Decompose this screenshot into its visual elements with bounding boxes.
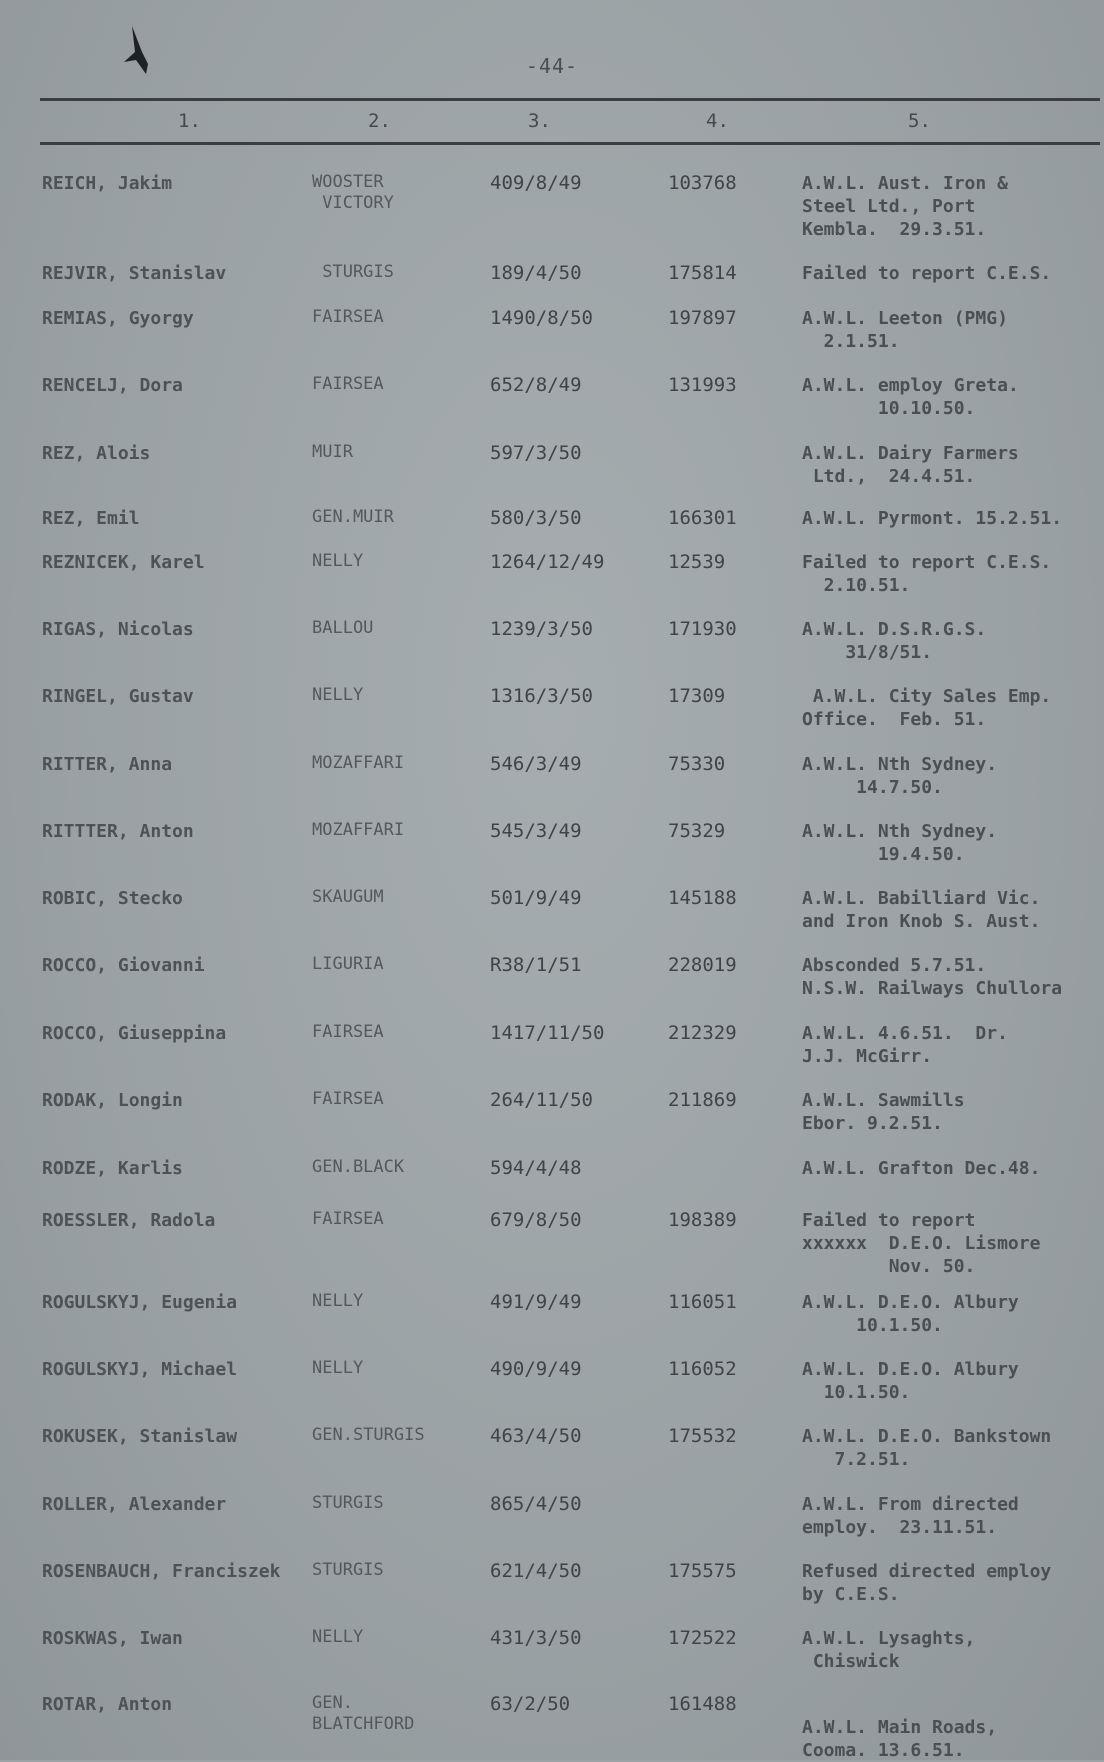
record-reference: 463/4/50 bbox=[490, 1425, 582, 1447]
record-name: RIGAS, Nicolas bbox=[42, 619, 194, 640]
record-ship: BALLOU bbox=[312, 618, 374, 638]
record-name: REJVIR, Stanislav bbox=[42, 263, 227, 284]
column-header-5: 5. bbox=[908, 110, 931, 132]
record-ship: SKAUGUM bbox=[312, 887, 384, 907]
record-number: 12539 bbox=[668, 551, 726, 573]
record-remark: Failed to report C.E.S. bbox=[802, 263, 1052, 284]
record-ship: LIGURIA bbox=[312, 954, 384, 974]
record-ship: GEN.MUIR bbox=[312, 507, 394, 527]
record-remark: A.W.L. Babilliard Vic. and Iron Knob S. Aust. bbox=[802, 888, 1041, 932]
table-row bbox=[0, 954, 1104, 1018]
record-ship: FAIRSEA bbox=[312, 1209, 384, 1229]
record-name: REMIAS, Gyorgy bbox=[42, 308, 194, 329]
record-ship: MOZAFFARI bbox=[312, 820, 405, 840]
record-reference: 652/8/49 bbox=[490, 374, 582, 396]
record-ship: NELLY bbox=[312, 1627, 364, 1647]
record-number: 75329 bbox=[668, 820, 726, 842]
record-number: 131993 bbox=[668, 374, 737, 396]
record-reference: 1417/11/50 bbox=[490, 1022, 605, 1044]
record-ship: MUIR bbox=[312, 442, 353, 462]
record-ship: NELLY bbox=[312, 685, 364, 705]
record-number: 145188 bbox=[668, 887, 737, 909]
record-number: 161488 bbox=[668, 1693, 737, 1715]
record-name: RENCELJ, Dora bbox=[42, 375, 183, 396]
record-remark: A.W.L. City Sales Emp. Office. Feb. 51. bbox=[802, 686, 1052, 730]
record-reference: 264/11/50 bbox=[490, 1089, 593, 1111]
table-row bbox=[0, 1358, 1104, 1422]
record-ship: WOOSTER VICTORY bbox=[312, 172, 394, 213]
table-row bbox=[0, 1291, 1104, 1355]
record-remark: Absconded 5.7.51. N.S.W. Railways Chullora bbox=[802, 955, 1063, 999]
record-number: 116051 bbox=[668, 1291, 737, 1313]
record-number: 103768 bbox=[668, 172, 737, 194]
record-name: REICH, Jakim bbox=[42, 173, 173, 194]
record-ship: STURGIS bbox=[312, 1493, 384, 1513]
record-remark: A.W.L. D.S.R.G.S. 31/8/51. bbox=[802, 619, 987, 663]
record-name: REZ, Alois bbox=[42, 443, 151, 464]
table-row bbox=[0, 1493, 1104, 1557]
record-ship: NELLY bbox=[312, 551, 364, 571]
record-name: RITTTER, Anton bbox=[42, 821, 194, 842]
record-remark: A.W.L. From directed employ. 23.11.51. bbox=[802, 1494, 1019, 1538]
table-row bbox=[0, 374, 1104, 438]
record-name: ROTAR, Anton bbox=[42, 1694, 173, 1715]
record-number: 211869 bbox=[668, 1089, 737, 1111]
record-name: ROKUSEK, Stanislaw bbox=[42, 1426, 238, 1447]
table-row bbox=[0, 1693, 1104, 1761]
record-reference: 189/4/50 bbox=[490, 262, 582, 284]
record-name: REZNICEK, Karel bbox=[42, 552, 205, 573]
record-ship: GEN.BLACK bbox=[312, 1157, 405, 1177]
record-ship: NELLY bbox=[312, 1291, 364, 1311]
record-number: 17309 bbox=[668, 685, 726, 707]
record-remark: A.W.L. Nth Sydney. 19.4.50. bbox=[802, 821, 998, 865]
record-ship: GEN.STURGIS bbox=[312, 1425, 425, 1445]
record-reference: 597/3/50 bbox=[490, 442, 582, 464]
record-reference: 409/8/49 bbox=[490, 172, 582, 194]
record-ship: GEN. BLATCHFORD bbox=[312, 1693, 415, 1734]
record-reference: 545/3/49 bbox=[490, 820, 582, 842]
table-row bbox=[0, 1089, 1104, 1153]
record-number: 198389 bbox=[668, 1209, 737, 1231]
table-row bbox=[0, 887, 1104, 951]
record-reference: 1264/12/49 bbox=[490, 551, 605, 573]
table-row bbox=[0, 820, 1104, 884]
record-ship: NELLY bbox=[312, 1358, 364, 1378]
record-remark: A.W.L. Pyrmont. 15.2.51. bbox=[802, 508, 1063, 529]
record-name: ROESSLER, Radola bbox=[42, 1210, 216, 1231]
record-remark: Refused directed employ by C.E.S. bbox=[802, 1561, 1052, 1605]
record-number: 75330 bbox=[668, 753, 726, 775]
record-reference: 63/2/50 bbox=[490, 1693, 571, 1715]
record-number: 175814 bbox=[668, 262, 737, 284]
record-ship: FAIRSEA bbox=[312, 1089, 384, 1109]
column-header-3: 3. bbox=[528, 110, 551, 132]
record-name: ROGULSKYJ, Michael bbox=[42, 1359, 238, 1380]
record-reference: 490/9/49 bbox=[490, 1358, 582, 1380]
record-number: 166301 bbox=[668, 507, 737, 529]
record-ship: FAIRSEA bbox=[312, 374, 384, 394]
table-row bbox=[0, 1560, 1104, 1624]
record-ship: MOZAFFARI bbox=[312, 753, 405, 773]
record-number: 171930 bbox=[668, 618, 737, 640]
record-number: 212329 bbox=[668, 1022, 737, 1044]
record-remark: A.W.L. Sawmills Ebor. 9.2.51. bbox=[802, 1090, 965, 1134]
record-reference: 594/4/48 bbox=[490, 1157, 582, 1179]
record-reference: 865/4/50 bbox=[490, 1493, 582, 1515]
record-name: ROSKWAS, Iwan bbox=[42, 1628, 183, 1649]
record-number: 116052 bbox=[668, 1358, 737, 1380]
record-number: 197897 bbox=[668, 307, 737, 329]
record-name: ROCCO, Giuseppina bbox=[42, 1023, 227, 1044]
table-row bbox=[0, 1627, 1104, 1691]
record-reference: 679/8/50 bbox=[490, 1209, 582, 1231]
record-remark: Failed to report C.E.S. 2.10.51. bbox=[802, 552, 1052, 596]
record-name: ROLLER, Alexander bbox=[42, 1494, 227, 1515]
record-ship: STURGIS bbox=[312, 262, 394, 282]
record-reference: 491/9/49 bbox=[490, 1291, 582, 1313]
record-number: 175532 bbox=[668, 1425, 737, 1447]
record-remark: A.W.L. 4.6.51. Dr. J.J. McGirr. bbox=[802, 1023, 1008, 1067]
record-number: 175575 bbox=[668, 1560, 737, 1582]
record-reference: 1316/3/50 bbox=[490, 685, 593, 707]
record-remark: A.W.L. D.E.O. Albury 10.1.50. bbox=[802, 1292, 1019, 1336]
record-reference: 621/4/50 bbox=[490, 1560, 582, 1582]
record-reference: 501/9/49 bbox=[490, 887, 582, 909]
record-number: 228019 bbox=[668, 954, 737, 976]
record-remark: Failed to report xxxxxx D.E.O. Lismore Nov. 50. bbox=[802, 1210, 1041, 1277]
record-remark: A.W.L. Leeton (PMG) 2.1.51. bbox=[802, 308, 1008, 352]
record-reference: 580/3/50 bbox=[490, 507, 582, 529]
record-name: ROGULSKYJ, Eugenia bbox=[42, 1292, 238, 1313]
record-reference: 1490/8/50 bbox=[490, 307, 593, 329]
page-number: -44- bbox=[525, 54, 579, 78]
table-row bbox=[0, 685, 1104, 749]
record-reference: 431/3/50 bbox=[490, 1627, 582, 1649]
record-ship: FAIRSEA bbox=[312, 1022, 384, 1042]
record-remark: A.W.L. D.E.O. Bankstown 7.2.51. bbox=[802, 1426, 1052, 1470]
record-number: 172522 bbox=[668, 1627, 737, 1649]
table-row bbox=[0, 1022, 1104, 1086]
record-reference: R38/1/51 bbox=[490, 954, 582, 976]
record-remark: A.W.L. D.E.O. Albury 10.1.50. bbox=[802, 1359, 1019, 1403]
table-row bbox=[0, 1209, 1104, 1277]
column-header-1: 1. bbox=[178, 110, 201, 132]
record-remark: A.W.L. Nth Sydney. 14.7.50. bbox=[802, 754, 998, 798]
table-row bbox=[0, 307, 1104, 371]
record-reference: 1239/3/50 bbox=[490, 618, 593, 640]
table-row bbox=[0, 1425, 1104, 1489]
record-ship: STURGIS bbox=[312, 1560, 384, 1580]
column-header-2: 2. bbox=[368, 110, 391, 132]
record-name: RITTER, Anna bbox=[42, 754, 173, 775]
record-remark: A.W.L. Dairy Farmers Ltd., 24.4.51. bbox=[802, 443, 1019, 487]
record-name: RODZE, Karlis bbox=[42, 1158, 183, 1179]
record-remark: A.W.L. Grafton Dec.48. bbox=[802, 1158, 1041, 1179]
record-remark: A.W.L. Lysaghts, Chiswick bbox=[802, 1628, 976, 1672]
table-row bbox=[0, 618, 1104, 682]
record-remark: A.W.L. employ Greta. 10.10.50. bbox=[802, 375, 1019, 419]
record-ship: FAIRSEA bbox=[312, 307, 384, 327]
table-row bbox=[0, 551, 1104, 615]
record-name: ROSENBAUCH, Franciszek bbox=[42, 1561, 281, 1582]
record-name: RINGEL, Gustav bbox=[42, 686, 194, 707]
column-header-4: 4. bbox=[706, 110, 729, 132]
record-name: RODAK, Longin bbox=[42, 1090, 183, 1111]
record-remark: A.W.L. Main Roads, Cooma. 13.6.51. bbox=[802, 1717, 998, 1761]
table-row bbox=[0, 442, 1104, 506]
record-name: ROCCO, Giovanni bbox=[42, 955, 205, 976]
record-name: REZ, Emil bbox=[42, 508, 140, 529]
table-row bbox=[0, 753, 1104, 817]
table-row bbox=[0, 172, 1104, 240]
record-remark: A.W.L. Aust. Iron & Steel Ltd., Port Kembla. 29.3.51. bbox=[802, 173, 1008, 240]
record-name: ROBIC, Stecko bbox=[42, 888, 183, 909]
record-reference: 546/3/49 bbox=[490, 753, 582, 775]
